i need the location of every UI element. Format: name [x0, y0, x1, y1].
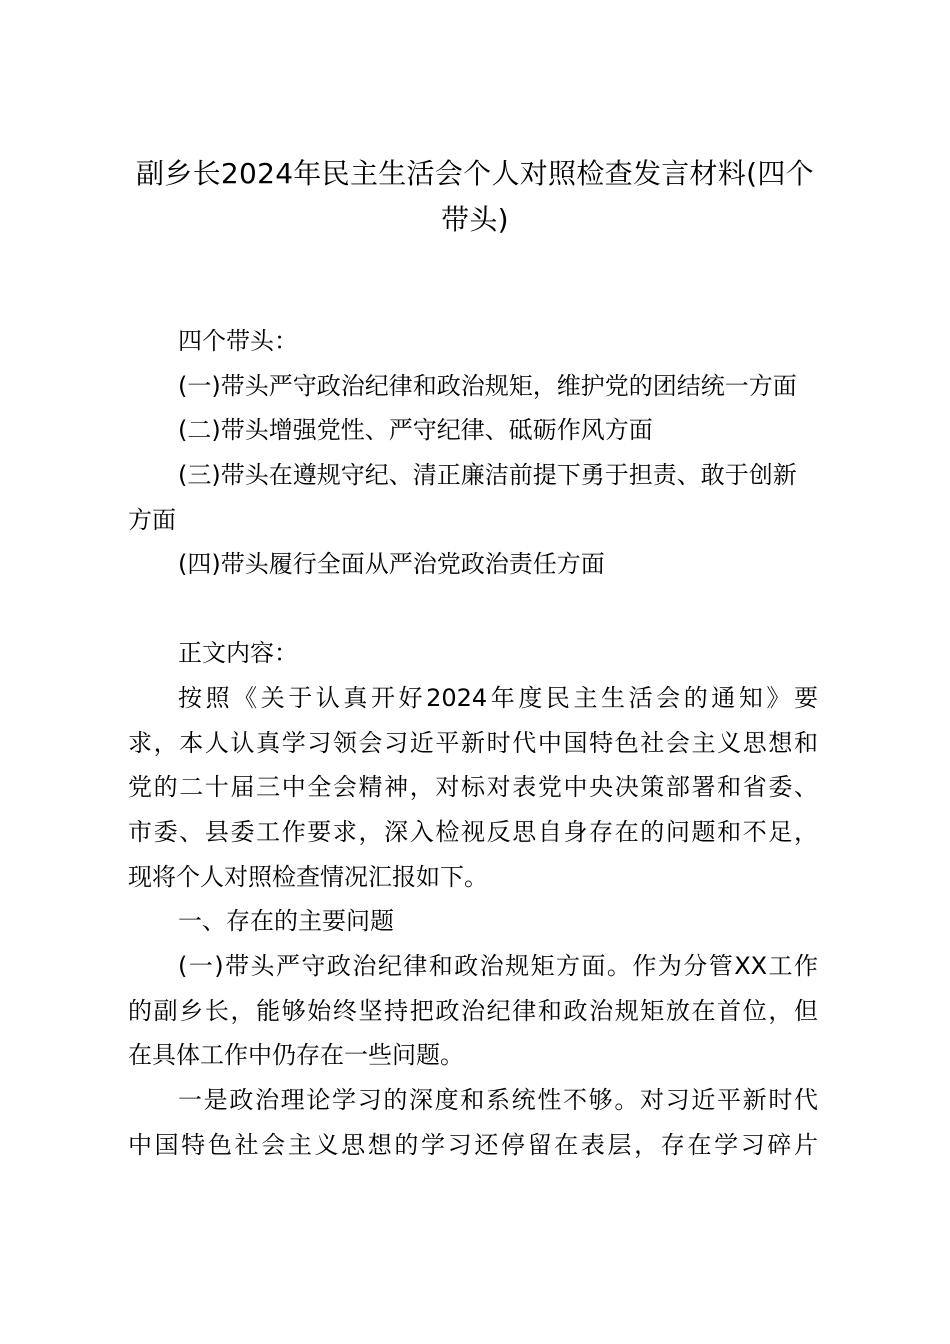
four-heads-item-4: (四)带头履行全面从严治党政治责任方面 [178, 550, 605, 578]
intro-line-3: 党的二十届三中全会精神，对标对表党中央决策部署和省委、 [128, 773, 818, 801]
section-1-heading: 一、存在的主要问题 [178, 907, 394, 935]
four-heads-item-1: (一)带头严守政治纪律和政治规矩，维护党的团结统一方面 [178, 372, 797, 400]
intro-line-4: 市委、县委工作要求，深入检视反思自身存在的问题和不足， [128, 818, 818, 846]
four-heads-item-3-line-1: (三)带头在遵规守纪、清正廉洁前提下勇于担责、敢于创新 [178, 461, 797, 489]
section-1-para-1-line-1: (一)带头严守政治纪律和政治规矩方面。作为分管XX工作 [178, 952, 818, 980]
intro-line-5: 现将个人对照检查情况汇报如下。 [128, 863, 488, 891]
section-1-para-2-line-1: 一是政治理论学习的深度和系统性不够。对习近平新时代 [178, 1086, 818, 1114]
section-1-para-1-line-3: 在具体工作中仍存在一些问题。 [128, 1041, 464, 1069]
section-1-para-2-line-2: 中国特色社会主义思想的学习还停留在表层，存在学习碎片 [128, 1131, 818, 1159]
section-1-para-1-line-2: 的副乡长，能够始终坚持把政治纪律和政治规矩放在首位，但 [128, 997, 818, 1025]
four-heads-item-3-line-2: 方面 [128, 506, 176, 534]
document-title-line-2: 带头) [441, 203, 509, 236]
intro-line-1: 按照《关于认真开好2024年度民主生活会的通知》要 [178, 684, 818, 712]
four-heads-heading: 四个带头： [178, 327, 298, 355]
document-title-line-1: 副乡长2024年民主生活会个人对照检查发言材料(四个 [136, 157, 814, 190]
four-heads-item-2: (二)带头增强党性、严守纪律、砥砺作风方面 [178, 416, 653, 444]
body-heading: 正文内容： [178, 639, 298, 667]
intro-line-2: 求，本人认真学习领会习近平新时代中国特色社会主义思想和 [128, 729, 818, 757]
